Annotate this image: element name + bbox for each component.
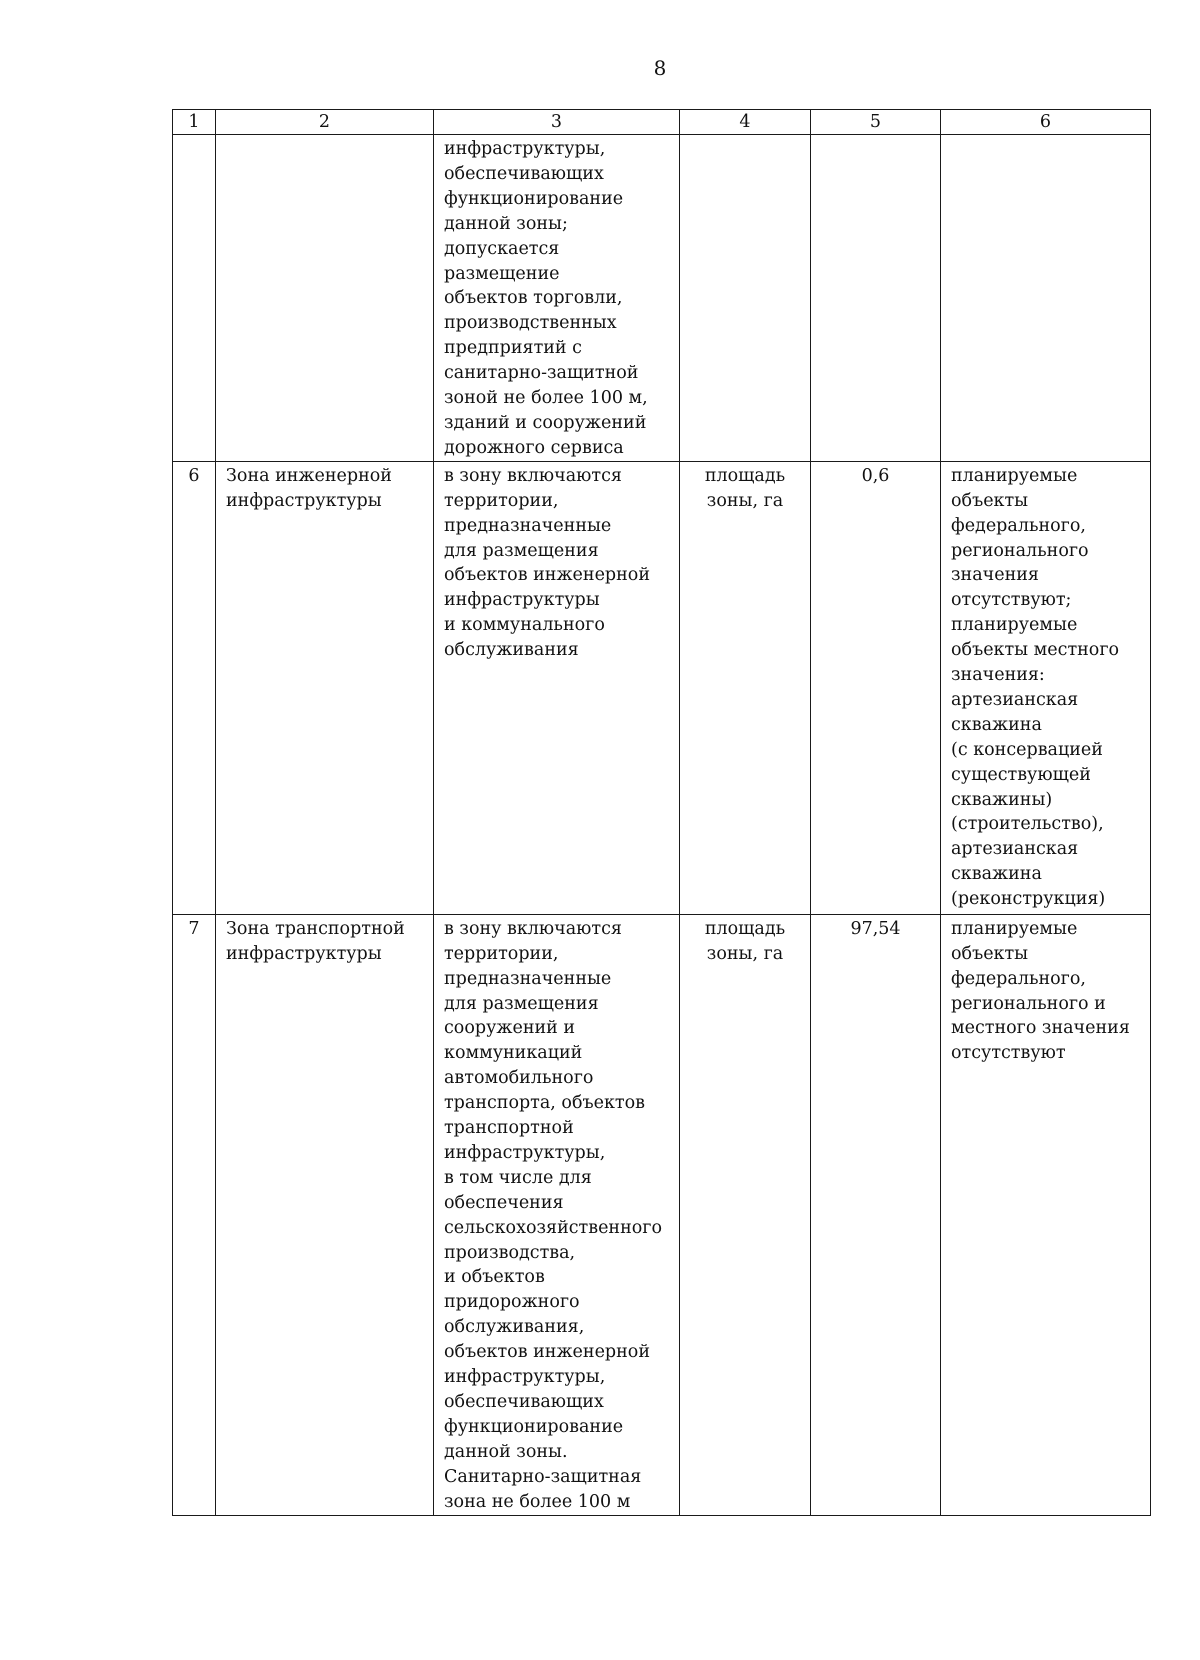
table-row	[173, 135, 1151, 462]
column-header: 2	[216, 110, 434, 135]
cell-value: 0,6	[811, 461, 941, 914]
cell-number: 6	[173, 461, 216, 914]
cell-indicator: площадь зоны, га	[680, 914, 811, 1515]
column-header: 3	[434, 110, 680, 135]
cell-value: 97,54	[811, 914, 941, 1515]
cell-planned-objects: планируемые объекты федерального, регионального значения отсутствуют; планируемые объекты местного значения: артезианская скважина (с консервацией существующей скважины) (строительство), артезианская скважина (реконструкция)	[941, 461, 1151, 914]
column-header: 5	[811, 110, 941, 135]
table-row	[173, 914, 1151, 1515]
table-header-row	[173, 110, 1151, 135]
cell-number: 7	[173, 914, 216, 1515]
cell-description: в зону включаются территории, предназначенные для размещения объектов инженерной инфраструктуры и коммунального обслуживания	[434, 461, 680, 914]
cell-zone-name	[216, 135, 434, 462]
cell-description: инфраструктуры, обеспечивающих функционирование данной зоны; допускается размещение объектов торговли, производственных предприятий с санитарно-защитной зоной не более 100 м, зданий и сооружений дорожного сервиса	[434, 135, 680, 462]
table-row	[173, 461, 1151, 914]
cell-description: в зону включаются территории, предназначенные для размещения сооружений и коммуникаций автомобильного транспорта, объектов транспортной инфраструктуры, в том числе для обеспечения сельскохозяйственного производства, и объектов придорожного обслуживания, объектов инженерной инфраструктуры, обеспечивающих функционирование данной зоны. Санитарно-защитная зона не более 100 м	[434, 914, 680, 1515]
page-number: 8	[653, 56, 667, 80]
cell-planned-objects	[941, 135, 1151, 462]
cell-value	[811, 135, 941, 462]
column-header: 6	[941, 110, 1151, 135]
zones-table	[172, 109, 1151, 1516]
cell-zone-name: Зона инженерной инфраструктуры	[216, 461, 434, 914]
cell-number	[173, 135, 216, 462]
column-header: 1	[173, 110, 216, 135]
cell-indicator	[680, 135, 811, 462]
cell-indicator: площадь зоны, га	[680, 461, 811, 914]
cell-planned-objects: планируемые объекты федерального, регионального и местного значения отсутствуют	[941, 914, 1151, 1515]
cell-zone-name: Зона транспортной инфраструктуры	[216, 914, 434, 1515]
column-header: 4	[680, 110, 811, 135]
